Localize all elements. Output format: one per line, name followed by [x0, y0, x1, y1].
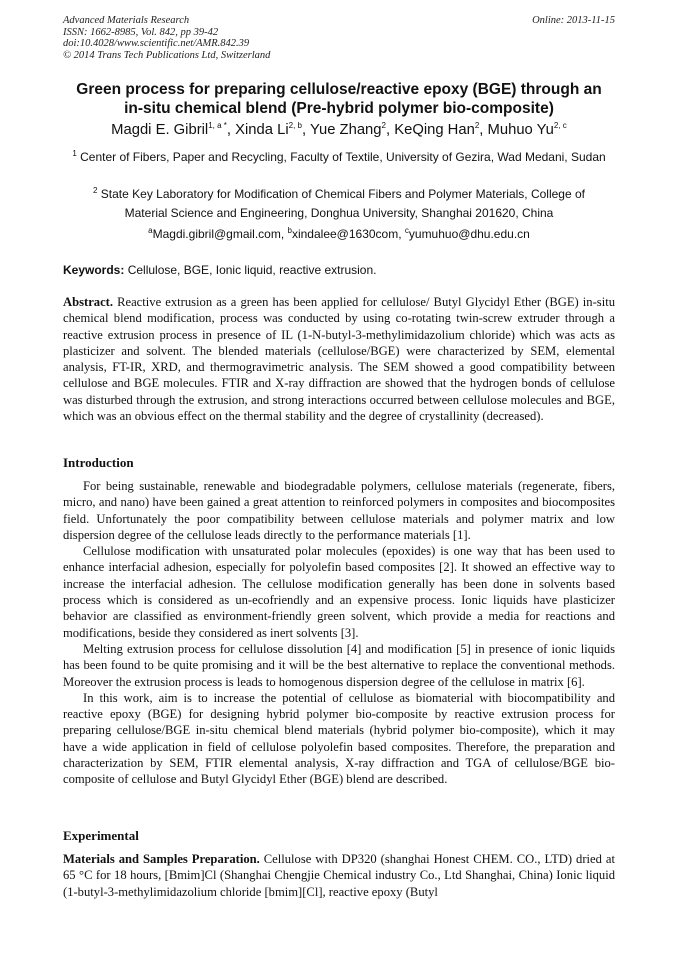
title-line-1: Green process for preparing cellulose/reactive epoxy (BGE) through an [76, 81, 602, 98]
affiliation-sup: 1 [72, 149, 77, 158]
keywords-text: Cellulose, BGE, Ionic liquid, reactive extrusion. [124, 263, 377, 277]
abstract-label: Abstract. [63, 295, 114, 309]
paragraph: For being sustainable, renewable and biodegradable polymers, cellulose materials (regenerate, fibers, micro, and nano) have been gained a great attention to reinforced polymers in composites and biocomposites field. Unfortunately the poor compatibility between cellulose materials and polymer matrix and low dispersion degree of the cellulose leads directly to the performance materials [1]. [63, 479, 615, 542]
author-name: Xinda Li [235, 122, 289, 138]
author-name: KeQing Han [394, 122, 475, 138]
email-address: xindalee@1630com, [291, 227, 405, 241]
title-line-2: in-situ chemical blend (Pre-hybrid polymer bio-composite) [124, 100, 554, 117]
journal-name: Advanced Materials Research [63, 15, 190, 26]
paragraph: In this work, aim is to increase the potential of cellulose as biomaterial with biocompatibility and reactive epoxy (BGE) for designing hybrid polymer bio-composite by reactive extrusion process for preparing cellulose/BGE in-situ chemical blend materials (hybrid polymer bio-composite), which it may have a wide application in field of cellulose polyolefin based composites. Therefore, the preparation and characterization by SEM, FTIR elemental analysis, X-ray diffraction and TGA of cellulose/BGE bio-composite of cellulose and Butyl Glycidyl Ether (BGE) blend are described. [63, 690, 615, 787]
author-sup: 2, b [288, 121, 302, 131]
email-address: yumuhuo@dhu.edu.cn [408, 227, 530, 241]
email-sup: b [287, 226, 292, 235]
email-sup: a [148, 226, 153, 235]
keywords-label: Keywords: [63, 263, 125, 277]
email-list [40, 227, 638, 241]
experimental-body [63, 851, 615, 900]
affiliation-text: State Key Laboratory for Modification of Chemical Fibers and Polymer Materials, College of Material Science and Engineering, Donghua University, Shanghai 201620, China [100, 187, 585, 220]
experimental-subheading: Materials and Samples Preparation. [63, 852, 260, 866]
experimental-heading: Experimental [63, 828, 139, 843]
journal-copyright: © 2014 Trans Tech Publications Ltd, Switzerland [63, 49, 271, 61]
author-name: Yue Zhang [309, 122, 382, 138]
author-sup: 2 [474, 121, 480, 131]
affiliation-sup: 2 [92, 186, 98, 195]
email-sup: c [404, 226, 409, 235]
introduction-body [63, 478, 615, 788]
paragraph: Melting extrusion process for cellulose dissolution [4] and modification [5] in presence of ionic liquids has been found to be quite promising and it will be the best alternative to replace the conventional methods. Moreover the extrusion process is leads to homogenous dispersion degree of the cellulose in matrix [6]. [63, 641, 615, 689]
journal-issn: ISSN: 1662-8985, Vol. 842, pp 39-42 [63, 26, 219, 38]
paragraph: Cellulose modification with unsaturated polar molecules (epoxides) is one way that has been used to enhance interfacial adhesion, especially for polyolefin based composites [2]. It showed an effective way to increase the interfacial adhesion. The cellulose modification generally has been done in solvents based process which is considered as un-ecofriendly and an expensive process. Ionic liquids have plasticizer behavior are classified as environment-friendly green solvent, which provide a media for reactions and modifications, beside they considered as inert solvents [3]. [63, 544, 615, 640]
author-sup: 2 [381, 121, 386, 131]
affiliation-2 [70, 185, 608, 223]
paper-title [50, 80, 628, 118]
keywords [63, 263, 615, 277]
affiliation-text: Center of Fibers, Paper and Recycling, Faculty of Textile, University of Gezira, Wad Medani, Sudan [80, 150, 606, 164]
experimental-text: Cellulose with DP320 (shanghai Honest CHEM. CO., LTD) dried at 65 °C for 18 hours, [Bmim]Cl (Shanghai Chengjie Chemical industry Co., Ltd Shanghai, China) Ionic liquid (1-butyl-3-methylimidazolium chloride [bmim][Cl], reactive epoxy (Butyl [63, 852, 615, 899]
abstract [63, 294, 615, 424]
author-sup: 1, a * [208, 121, 227, 131]
author-list: Magdi E. Gibril$^{1, a *}$, Xinda Li$^{2, b}$, Yue Zhang$^2$, KeQing Han$^2$, Muhuo Yu$^{2, c}$ [111, 121, 567, 138]
author-name: Magdi E. Gibril [111, 122, 209, 138]
email-address: Magdi.gibril@gmail.com, [152, 227, 288, 241]
author-sup: 2, c [553, 121, 567, 131]
abstract-text: Reactive extrusion as a green has been applied for cellulose/ Butyl Glycidyl Ether (BGE) in-situ chemical blend modification, process was conducted by using co-rotating twin-screw extruder through a reactive extrusion process in presence of IL (1-N-butyl-3-methylimidazolium chloride) which was acts as plasticizer and solvent. The blended materials (cellulose/BGE) were characterized by SEM, elemental analysis, FT-IR, XRD, and thermogravimetric analysis. The SEM showed a good compatibility between cellulose and BGE molecules. FTIR and X-ray diffraction are showed that the hydrogen bonds of cellulose was disturbed through the extrusion, and strong interactions occurred between cellulose molecules and BGE, which was an obvious effect on the thermal stability and the degree of crystallinity (decreased). [63, 295, 615, 424]
introduction-heading: Introduction [63, 455, 134, 470]
online-date: Online: 2013-11-15 [532, 15, 615, 26]
affiliation-1 [70, 148, 608, 167]
journal-doi: doi:10.4028/www.scientific.net/AMR.842.39 [63, 38, 250, 49]
author-name: Muhuo Yu [487, 122, 554, 138]
